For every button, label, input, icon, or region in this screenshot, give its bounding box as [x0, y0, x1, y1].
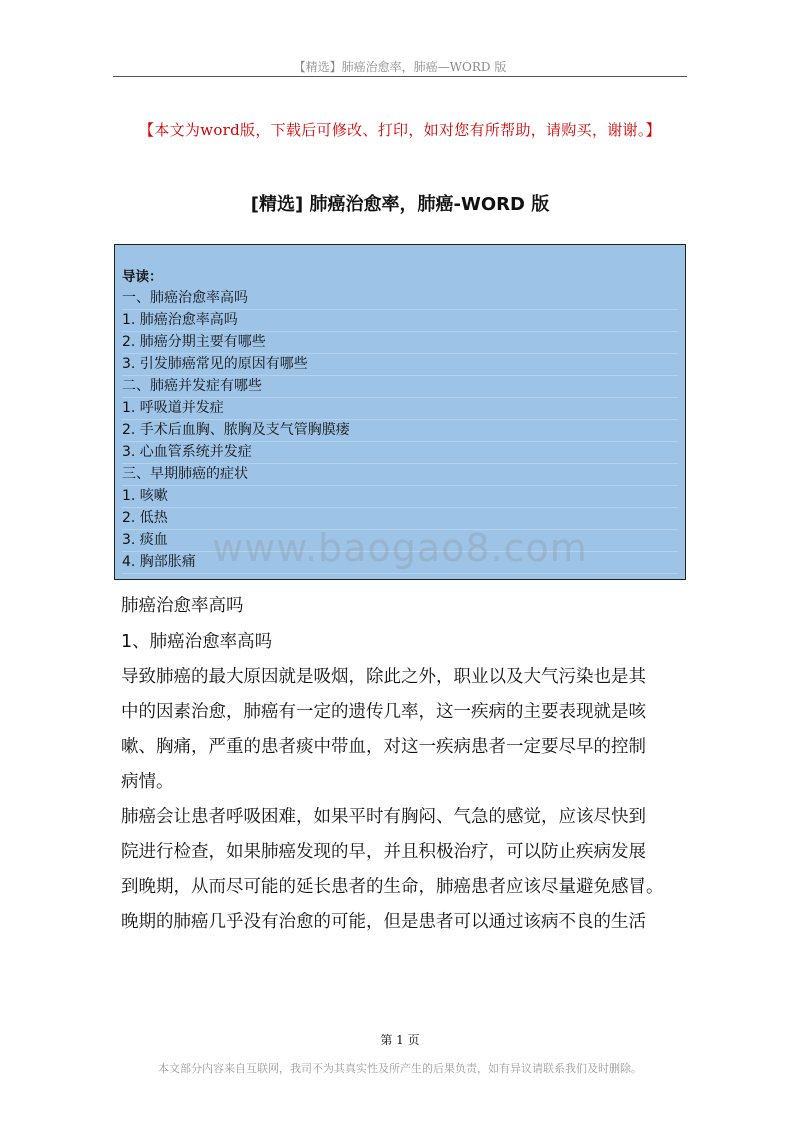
toc-item: 4. 胸部胀痛 — [122, 552, 678, 574]
paragraph-line: 病情。 — [121, 772, 174, 792]
toc-item: 3. 心血管系统并发症 — [122, 442, 678, 464]
paragraph-line: 导致肺癌的最大原因就是吸烟，除此之外，职业以及大气污染也是其 — [121, 667, 646, 687]
page-number: 第 1 页 — [380, 1033, 420, 1047]
document-title: [精选] 肺癌治愈率，肺癌-WORD 版 — [250, 194, 550, 215]
toc-item: 1. 肺癌治愈率高吗 — [122, 310, 678, 332]
toc-item: 一、肺癌治愈率高吗 — [122, 288, 678, 310]
toc-item: 二、肺癌并发症有哪些 — [122, 376, 678, 398]
toc-item: 2. 肺癌分期主要有哪些 — [122, 332, 678, 354]
purchase-notice: 【本文为word版，下载后可修改、打印，如对您有所帮助，请购买，谢谢。】 — [139, 121, 661, 139]
paragraph-line: 晚期的肺癌几乎没有治愈的可能，但是患者可以通过该病不良的生活 — [121, 912, 646, 932]
toc-label: 导读： — [122, 269, 163, 285]
paragraph-line: 肺癌会让患者呼吸困难，如果平时有胸闷、气急的感觉，应该尽快到 — [121, 807, 646, 827]
toc-item: 3. 引发肺癌常见的原因有哪些 — [122, 354, 678, 376]
article-body — [121, 588, 681, 940]
toc-item: 2. 手术后血胸、脓胸及支气管胸膜瘘 — [122, 420, 678, 442]
toc-item: 1. 呼吸道并发症 — [122, 398, 678, 420]
toc-item: 3. 痰血 — [122, 530, 678, 552]
watermark: www.baogao8.com — [212, 526, 588, 570]
paragraph-line: 中的因素治愈，肺癌有一定的遗传几率，这一疾病的主要表现就是咳 — [121, 702, 646, 722]
sub-heading: 1、肺癌治愈率高吗 — [121, 632, 273, 652]
paragraph-line: 到晚期，从而尽可能的延长患者的生命，肺癌患者应该尽量避免感冒。 — [121, 877, 664, 897]
toc-item: 三、早期肺癌的症状 — [122, 464, 678, 486]
paragraph-line: 院进行检查，如果肺癌发现的早，并且积极治疗，可以防止疾病发展 — [121, 842, 646, 862]
paragraph-line: 嗽、胸痛，严重的患者痰中带血，对这一疾病患者一定要尽早的控制 — [121, 737, 646, 757]
header-divider — [113, 76, 687, 77]
page-header: 【精选】肺癌治愈率，肺癌—WORD 版 — [293, 60, 507, 74]
page-footer: 本文部分内容来自互联网，我司不为其真实性及所产生的后果负责，如有异议请联系我们及时删除。 — [158, 1062, 642, 1075]
toc-item: 2. 低热 — [122, 508, 678, 530]
toc-item: 1. 咳嗽 — [122, 486, 678, 508]
section-heading: 肺癌治愈率高吗 — [121, 596, 244, 616]
